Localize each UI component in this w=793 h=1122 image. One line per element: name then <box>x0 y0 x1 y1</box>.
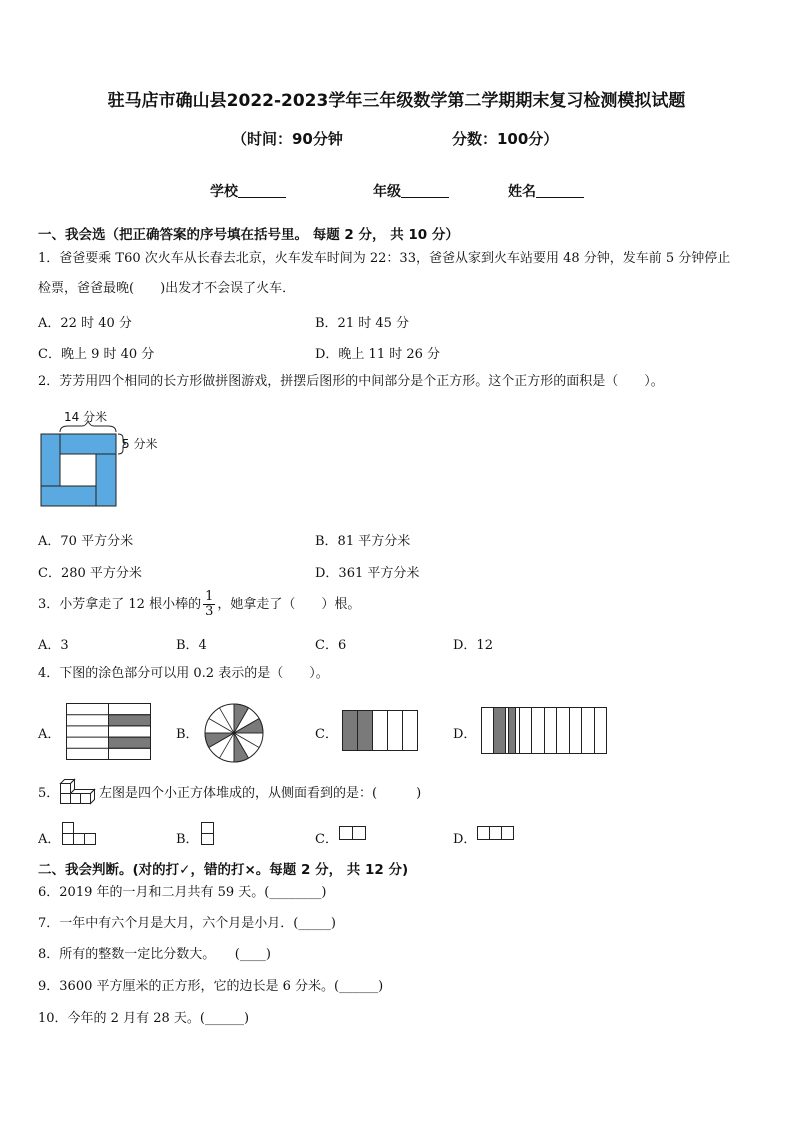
q2-option-c: C．280 平方分米 <box>38 566 142 581</box>
q2-center-square <box>60 454 96 486</box>
exam-score: 分数：100分） <box>452 130 559 148</box>
q3-text <box>38 590 360 619</box>
q5-option-c-view <box>339 826 371 842</box>
q4a-shaded-cell <box>109 715 151 726</box>
q5-number: 5． <box>38 786 60 801</box>
name-blank <box>536 183 584 198</box>
q4c-shaded-cell <box>358 711 373 751</box>
q3-frac-num: 1 <box>205 589 214 604</box>
judge-item-8: 8．所有的整数一定比分数大。 (____) <box>38 947 271 962</box>
grade-field <box>373 181 449 201</box>
q2-label-short: 5 分米 <box>122 437 158 451</box>
q4-text: 4．下图的涂色部分可以用 0.2 表示的是（ ）。 <box>38 666 329 681</box>
name-label: 姓名 <box>508 184 536 200</box>
judge-item-10: 10．今年的 2 月有 28 天。(______) <box>38 1011 250 1026</box>
q1-option-c: C．晚上 9 时 40 分 <box>38 347 155 362</box>
q2-tile-right <box>96 454 116 506</box>
exam-time: （时间：90分钟 <box>232 130 343 148</box>
q3-fraction <box>203 590 215 619</box>
q4d-shaded-cell <box>494 708 506 754</box>
q3-option-a: A．3 <box>38 638 69 653</box>
q1-option-a: A．22 时 40 分 <box>38 316 132 331</box>
q2-option-d: D．361 平方分米 <box>315 566 420 581</box>
judge-item-6: 6．2019 年的一月和二月共有 59 天。(________) <box>38 885 327 900</box>
q4-label-d: D． <box>453 727 477 742</box>
q3-frac-den: 3 <box>205 604 214 619</box>
q3-after: ，她拿走了（ ）根。 <box>217 597 361 612</box>
q2-tile-top <box>60 434 116 454</box>
q4-figure-c <box>342 710 420 752</box>
q5-label-d: D． <box>453 832 477 847</box>
q3-option-d: D．12 <box>453 638 493 653</box>
q4-figure-b <box>203 702 265 764</box>
q5-text: 左图是四个小正方体堆成的，从侧面看到的是：( ) <box>99 786 422 801</box>
q5-option-d-view <box>477 826 519 842</box>
q3-option-c: C．6 <box>315 638 347 653</box>
q4-label-c: C． <box>315 727 338 742</box>
q5-label-a: A． <box>38 832 61 847</box>
grade-label: 年级 <box>373 184 401 200</box>
q2-figure <box>38 420 128 510</box>
q2-tile-bottom <box>41 486 96 506</box>
page-title: 驻马店市确山县2022-2023学年三年级数学第二学期期末复习检测模拟试题 <box>107 91 686 111</box>
q4-label-b: B． <box>176 727 199 742</box>
school-blank <box>238 183 286 198</box>
q2-tile-left <box>41 434 60 486</box>
q4d-shaded-cell <box>509 708 516 754</box>
q2-label-long: 14 分米 <box>64 410 108 424</box>
q4-figure-d <box>481 707 608 755</box>
q5-option-b-view <box>201 822 217 848</box>
q5-label-c: C． <box>315 832 338 847</box>
q5-option-a-view <box>62 822 100 848</box>
judge-item-9: 9．3600 平方厘米的正方形，它的边长是 6 分米。(______) <box>38 979 384 994</box>
school-label: 学校 <box>210 184 238 200</box>
section1-heading: 一、我会选（把正确答案的序号填在括号里。 每题 2 分， 共 10 分） <box>38 227 459 243</box>
q1-option-d: D．晚上 11 时 26 分 <box>315 347 441 362</box>
q2-option-b: B．81 平方分米 <box>315 534 411 549</box>
q1-line2: 检票，爸爸最晚( )出发才不会误了火车． <box>38 281 296 296</box>
grade-blank <box>401 183 449 198</box>
q3-before: 3．小芳拿走了 12 根小棒的 <box>38 597 202 612</box>
name-field <box>508 181 584 201</box>
q4-figure-a <box>66 703 152 761</box>
q3-option-b: B．4 <box>176 638 207 653</box>
q4c-shaded-cell <box>343 711 358 751</box>
q1-option-b: B．21 时 45 分 <box>315 316 410 331</box>
q2-text: 2．芳芳用四个相同的长方形做拼图游戏，拼摆后图形的中间部分是个正方形。这个正方形的面积是（ ）。 <box>38 374 664 389</box>
q5-cube-figure <box>57 778 99 806</box>
q5-label-b: B． <box>176 832 199 847</box>
section2-heading: 二、我会判断。(对的打✓，错的打×。每题 2 分， 共 12 分) <box>38 862 409 878</box>
q4a-shaded-cell <box>109 737 151 748</box>
school-field <box>210 181 286 201</box>
q2-option-a: A．70 平方分米 <box>38 534 134 549</box>
q4-label-a: A． <box>38 727 61 742</box>
judge-item-7: 7．一年中有六个月是大月，六个月是小月．(_____) <box>38 916 336 931</box>
q1-line1: 1．爸爸要乘 T60 次火车从长春去北京，火车发车时间为 22：33，爸爸从家到火车站要用 48 分钟，发车前 5 分钟停止 <box>38 251 731 266</box>
